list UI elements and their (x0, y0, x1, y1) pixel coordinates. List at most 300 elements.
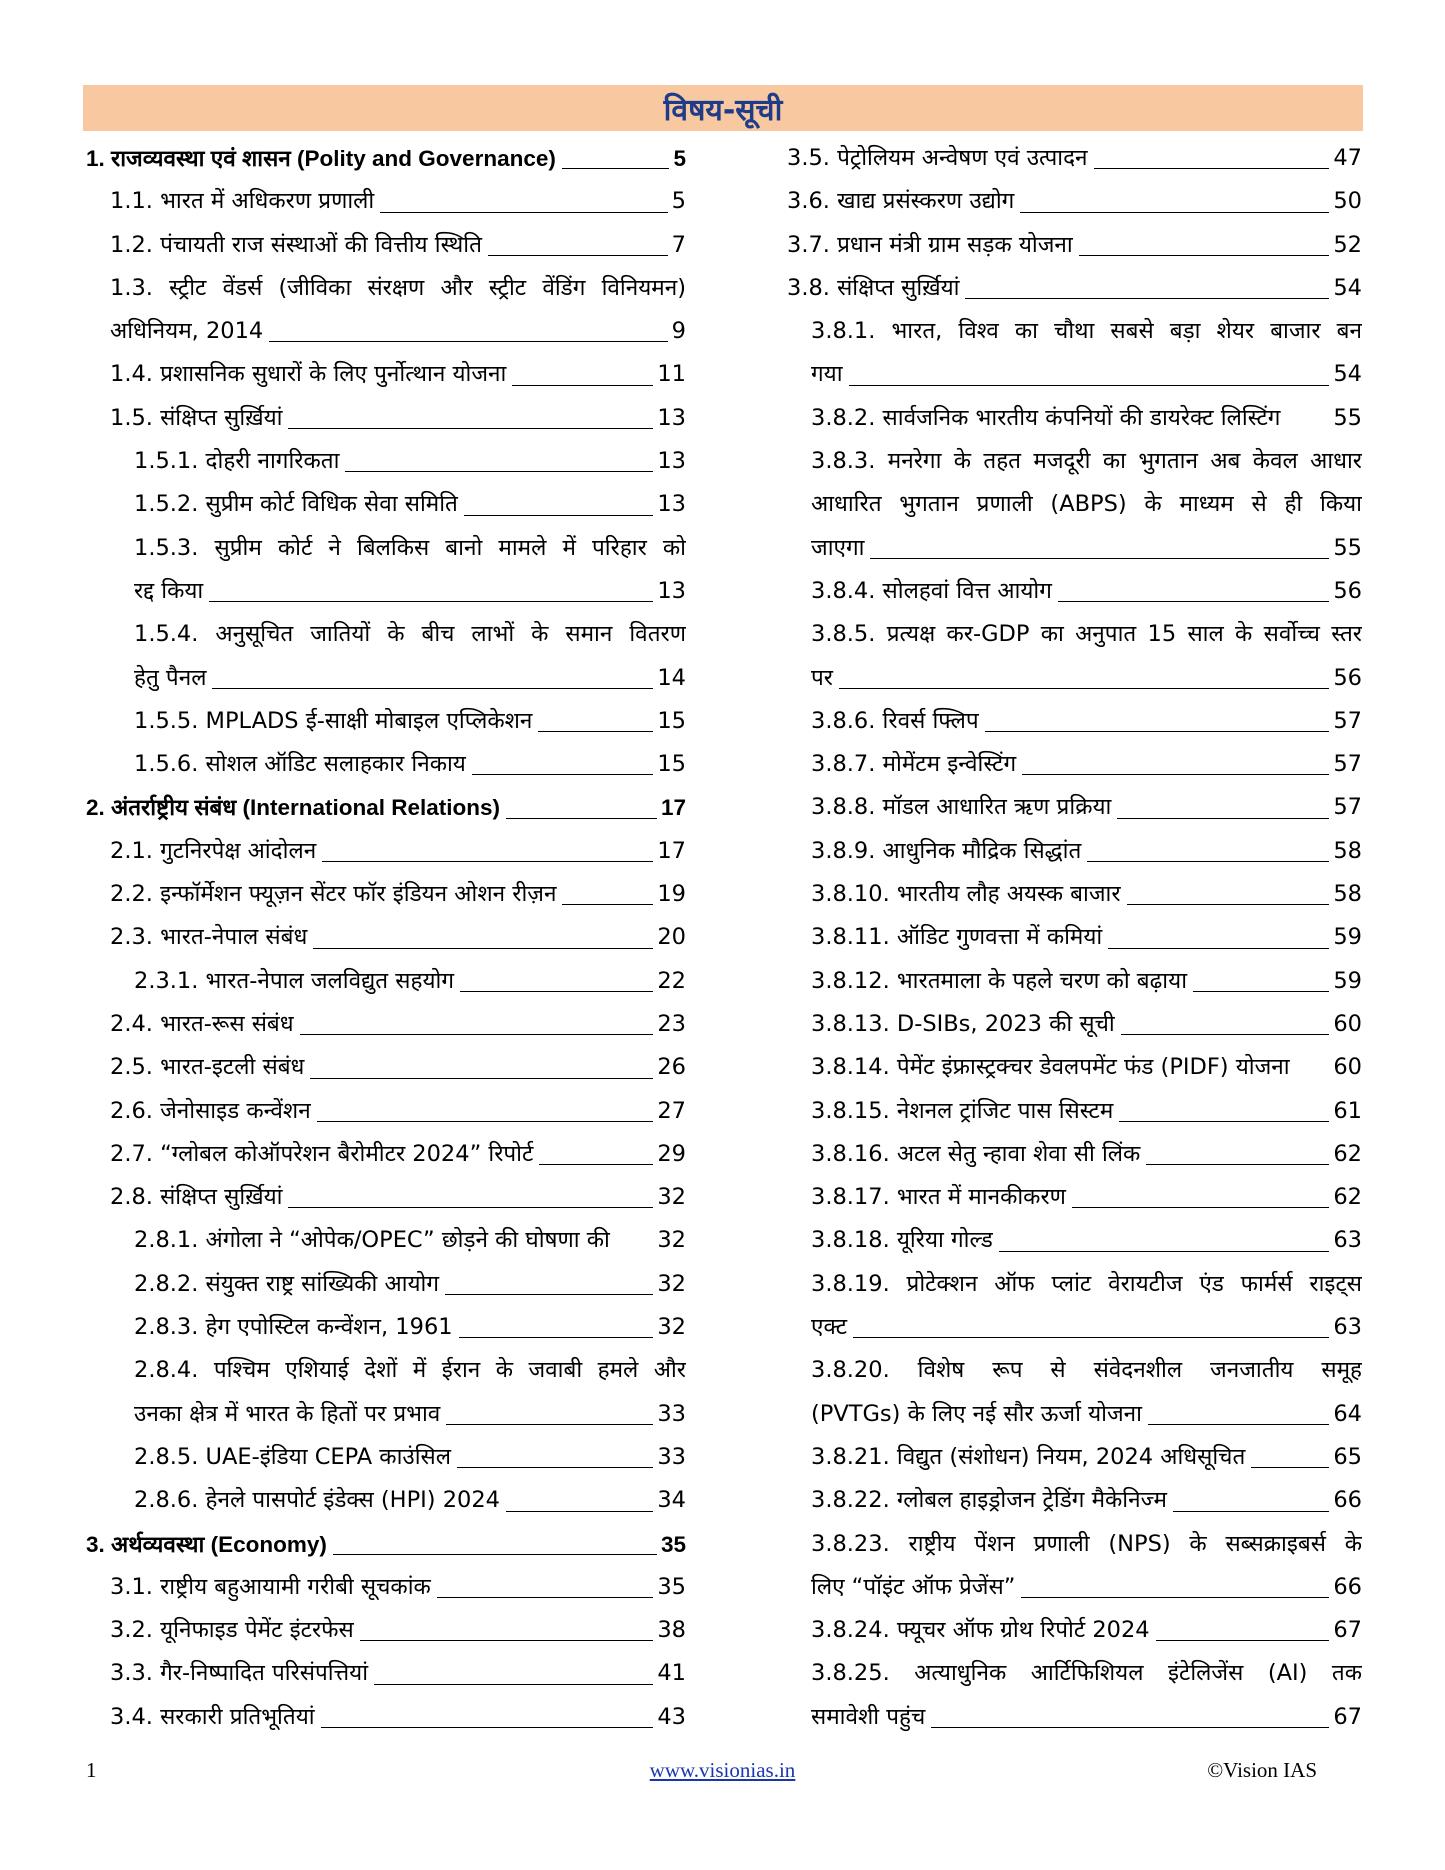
toc-leader-line (1021, 1596, 1329, 1598)
toc-entry-line (811, 1393, 1362, 1436)
toc-page-number: 55 (1333, 404, 1362, 431)
toc-entry-text: 3.8.12. भारतमाला के पहले चरण को बढ़ाया (811, 967, 1188, 994)
toc-page-number: 59 (1333, 967, 1362, 994)
toc-page-number: 26 (657, 1054, 686, 1081)
toc-leader-line (1022, 773, 1329, 775)
toc-entry[interactable] (86, 743, 686, 786)
toc-entry[interactable] (86, 440, 686, 483)
toc-entry[interactable] (787, 700, 1362, 743)
toc-entry-text: 3.8.8. मॉडल आधारित ऋण प्रक्रिया (811, 794, 1112, 821)
toc-entry-text: 3.8.23. राष्ट्रीय पेंशन प्रणाली (NPS) के सब्सक्राइबर्स के (811, 1530, 1362, 1557)
toc-leader-line (472, 773, 654, 775)
toc-page-number: 20 (657, 924, 686, 951)
toc-entry-text: 3.8.7. मोमेंटम इन्वेस्टिंग (811, 751, 1017, 778)
toc-entry-text: 3.8.18. यूरिया गोल्ड (811, 1227, 993, 1254)
toc-entry-text: एक्ट (811, 1314, 848, 1341)
toc-leader-line (446, 1423, 653, 1425)
toc-entry-text: 3.1. राष्ट्रीय बहुआयामी गरीबी सूचकांक (110, 1573, 431, 1600)
toc-entry-line (86, 1523, 686, 1566)
toc-entry-line (134, 1219, 686, 1262)
toc-leader-line (1087, 860, 1329, 862)
toc-entry-text: 3.8.14. पेमेंट इंफ्रास्ट्रक्चर डेवलपमेंट फंड (PIDF) योजना (811, 1054, 1290, 1081)
toc-page-number: 41 (657, 1660, 686, 1687)
toc-entry[interactable] (787, 916, 1362, 959)
toc-page-number: 58 (1333, 837, 1362, 864)
toc-entry-line (110, 1003, 686, 1046)
toc-entry-text: समावेशी पहुंच (811, 1703, 926, 1730)
toc-leader-line (931, 1726, 1329, 1728)
toc-leader-line (839, 687, 1329, 689)
toc-entry[interactable] (787, 960, 1362, 1003)
toc-entry-line (811, 397, 1362, 440)
toc-page-number: 27 (657, 1097, 686, 1124)
toc-page-number: 67 (1333, 1703, 1362, 1730)
toc-entry[interactable] (86, 180, 686, 223)
toc-page-number: 61 (1333, 1097, 1362, 1124)
toc-entry[interactable] (787, 1176, 1362, 1219)
toc-leader-line (506, 817, 657, 819)
toc-entry-text: 3.8.15. नेशनल ट्रांजिट पास सिस्टम (811, 1097, 1114, 1124)
toc-entry-line (811, 527, 1362, 570)
toc-page-number: 11 (657, 361, 686, 388)
toc-page-number: 66 (1333, 1487, 1362, 1514)
toc-page-number: 62 (1333, 1184, 1362, 1211)
toc-leader-line (288, 427, 653, 429)
toc-entry-line (811, 873, 1362, 916)
toc-page-number: 66 (1333, 1573, 1362, 1600)
toc-leader-line (1072, 1206, 1329, 1208)
toc-leader-line (1156, 1639, 1330, 1641)
toc-entry[interactable] (86, 1696, 686, 1739)
toc-entry-text: आधारित भुगतान प्रणाली (ABPS) के माध्यम से ही किया (811, 491, 1362, 518)
toc-entry-line (811, 1003, 1362, 1046)
toc-entry[interactable] (86, 1306, 686, 1349)
toc-entry-line (110, 830, 686, 873)
toc-leader-line (300, 1033, 654, 1035)
toc-page-number: 56 (1333, 664, 1362, 691)
toc-entry-line (110, 1652, 686, 1695)
toc-page-number: 47 (1333, 145, 1362, 171)
toc-entry-line (787, 180, 1362, 223)
toc-entry-line (811, 1479, 1362, 1522)
toc-left-column (86, 137, 686, 1739)
toc-leader-line (538, 730, 653, 732)
toc-entry[interactable] (86, 700, 686, 743)
toc-leader-line (360, 1639, 654, 1641)
toc-page-number: 50 (1333, 188, 1362, 215)
toc-page-number: 32 (657, 1270, 686, 1297)
toc-entry-line (134, 657, 686, 700)
toc-entry-text: 2.3.1. भारत-नेपाल जलविद्युत सहयोग (134, 967, 454, 994)
toc-entry-text: 3.5. पेट्रोलियम अन्वेषण एवं उत्पादन (787, 145, 1088, 171)
toc-entry-line (86, 786, 686, 829)
toc-entry-text: रद्द किया (134, 577, 204, 604)
toc-entry-text: 3.8. संक्षिप्त सुर्ख़ियां (787, 274, 960, 301)
toc-entry-line (134, 483, 686, 526)
toc-entry[interactable] (86, 1566, 686, 1609)
toc-entry-line (86, 137, 686, 180)
toc-entry[interactable] (86, 527, 686, 614)
toc-entry-text: 2.2. इन्फॉर्मेशन फ्यूज़न सेंटर फॉर इंडियन ओशन रीज़न (110, 881, 557, 908)
toc-entry-line (110, 180, 686, 223)
toc-entry-text: 3. अर्थव्यवस्था (Economy) (86, 1531, 327, 1557)
toc-page-number: 63 (1333, 1227, 1362, 1254)
toc-entry-line (110, 1696, 686, 1739)
toc-page-number: 29 (657, 1140, 686, 1167)
toc-page-number: 57 (1333, 707, 1362, 734)
toc-entry[interactable] (787, 224, 1362, 267)
toc-page-number: 57 (1333, 794, 1362, 821)
toc-page-number: 33 (657, 1443, 686, 1470)
toc-page-number: 15 (657, 751, 686, 778)
toc-leader-line (457, 1466, 653, 1468)
toc-entry[interactable] (86, 353, 686, 396)
toc-page-number: 35 (657, 1573, 686, 1600)
toc-entry-text: 3.8.13. D-SIBs, 2023 की सूची (811, 1010, 1115, 1037)
toc-page-number: 58 (1333, 881, 1362, 908)
toc-entry[interactable] (86, 1219, 686, 1262)
toc-page-number: 23 (657, 1010, 686, 1037)
toc-entry[interactable] (787, 743, 1362, 786)
toc-entry[interactable] (787, 180, 1362, 223)
toc-entry-text: 1.1. भारत में अधिकरण प्रणाली (110, 188, 375, 215)
toc-entry[interactable] (787, 1003, 1362, 1046)
toc-entry[interactable] (86, 483, 686, 526)
toc-entry[interactable] (86, 960, 686, 1003)
toc-entry[interactable] (787, 267, 1362, 310)
toc-leader-line (460, 990, 653, 992)
toc-title-banner (83, 85, 1363, 131)
toc-entry[interactable] (787, 873, 1362, 916)
toc-entry[interactable] (787, 137, 1362, 180)
toc-entry-text: 3.8.20. विशेष रूप से संवेदनशील जनजातीय समूह (811, 1357, 1362, 1384)
toc-leader-line (1108, 947, 1329, 949)
toc-page-number: 59 (1333, 924, 1362, 951)
toc-entry-line (811, 786, 1362, 829)
toc-leader-line (506, 1510, 653, 1512)
toc-leader-line (380, 211, 667, 213)
toc-entry-text: 1.3. स्ट्रीट वेंडर्स (जीविका संरक्षण और स्ट्रीट वेंडिंग विनियमन) (110, 274, 686, 301)
toc-leader-line (1079, 254, 1330, 256)
toc-leader-line (965, 297, 1329, 299)
toc-entry[interactable] (787, 1046, 1362, 1089)
toc-entry[interactable] (86, 397, 686, 440)
toc-entry-line (811, 1090, 1362, 1133)
toc-leader-line (1148, 1423, 1329, 1425)
toc-entry-line (811, 700, 1362, 743)
toc-entry-line (110, 1090, 686, 1133)
toc-page-number: 32 (657, 1184, 686, 1211)
toc-entry-text: 2.8. संक्षिप्त सुर्ख़ियां (110, 1184, 283, 1211)
toc-entry[interactable] (86, 830, 686, 873)
toc-entry-text: 2.8.5. UAE-इंडिया CEPA काउंसिल (134, 1443, 452, 1470)
toc-entry-text: 1.5.1. दोहरी नागरिकता (134, 448, 340, 475)
toc-entry-line (811, 1219, 1362, 1262)
toc-entry-text: 3.8.11. ऑडिट गुणवत्ता में कमियां (811, 924, 1103, 951)
toc-entry[interactable] (86, 786, 686, 829)
copyright-text: ©Vision IAS (1207, 1758, 1317, 1782)
toc-entry-text: 2.6. जेनोसाइड कन्वेंशन (110, 1097, 311, 1124)
toc-entry-line (811, 657, 1362, 700)
toc-leader-line (437, 1596, 654, 1598)
toc-entry[interactable] (86, 1133, 686, 1176)
toc-leader-line (870, 557, 1329, 559)
toc-entry-text: 3.8.22. ग्लोबल हाइड्रोजन ट्रेडिंग मैकेनिज्म (811, 1487, 1167, 1514)
toc-entry-text: 3.8.2. सार्वजनिक भारतीय कंपनियों की डायरेक्ट लिस्टिंग (811, 404, 1281, 431)
toc-entry-text: 2.4. भारत-रूस संबंध (110, 1010, 294, 1037)
toc-page-number: 33 (657, 1400, 686, 1427)
toc-page-number: 54 (1333, 274, 1362, 301)
toc-entry-line (110, 397, 686, 440)
toc-page-number: 17 (660, 795, 686, 821)
toc-entry[interactable] (86, 1176, 686, 1219)
toc-entry-line (134, 700, 686, 743)
toc-entry-text: 3.8.3. मनरेगा के तहत मजदूरी का भुगतान अब केवल आधार (811, 448, 1362, 475)
toc-page-number: 43 (657, 1703, 686, 1730)
toc-entry[interactable] (86, 1652, 686, 1695)
toc-entry[interactable] (787, 1523, 1362, 1610)
toc-entry[interactable] (787, 1133, 1362, 1176)
toc-page-number: 63 (1333, 1314, 1362, 1341)
toc-entry-line (811, 1436, 1362, 1479)
toc-entry[interactable] (86, 1436, 686, 1479)
toc-page-number: 14 (657, 664, 686, 691)
toc-entry[interactable] (86, 267, 686, 354)
toc-entry[interactable] (787, 1609, 1362, 1652)
toc-leader-line (313, 947, 653, 949)
toc-entry[interactable] (86, 916, 686, 959)
toc-leader-line (333, 1553, 657, 1555)
toc-entry-line (110, 1046, 686, 1089)
toc-entry-text: 2.8.4. पश्चिम एशियाई देशों में ईरान के जवाबी हमले और (134, 1357, 686, 1384)
toc-page-number: 60 (1333, 1054, 1362, 1081)
toc-entry-line (134, 1263, 686, 1306)
toc-entry-line (811, 1566, 1362, 1609)
website-link[interactable]: www.visionias.in (649, 1758, 796, 1782)
toc-page-number: 54 (1333, 361, 1362, 388)
toc-entry[interactable] (787, 310, 1362, 397)
toc-leader-line (512, 384, 653, 386)
toc-entry-line (134, 1393, 686, 1436)
toc-entry[interactable] (787, 613, 1362, 700)
toc-page-number: 52 (1333, 231, 1362, 258)
toc-page-number: 13 (657, 577, 686, 604)
toc-entry-text: 3.8.5. प्रत्यक्ष कर-GDP का अनुपात 15 साल के सर्वोच्च स्तर (811, 621, 1362, 648)
toc-page-number: 57 (1333, 751, 1362, 778)
toc-leader-line (1117, 817, 1329, 819)
toc-entry-text: अधिनियम, 2014 (110, 318, 264, 345)
toc-page-number: 32 (657, 1314, 686, 1341)
toc-entry[interactable] (787, 1436, 1362, 1479)
toc-leader-line (310, 1077, 653, 1079)
toc-entry-line (134, 1479, 686, 1522)
toc-leader-line (269, 340, 667, 342)
toc-page-number: 5 (673, 146, 686, 171)
toc-leader-line (999, 1250, 1330, 1252)
toc-page-number: 15 (657, 707, 686, 734)
toc-entry-text: उनका क्षेत्र में भारत के हितों पर प्रभाव (134, 1400, 441, 1427)
toc-entry[interactable] (86, 1479, 686, 1522)
toc-leader-line (1119, 1120, 1329, 1122)
toc-entry-line (110, 873, 686, 916)
toc-leader-line (445, 1293, 653, 1295)
toc-entry[interactable] (86, 873, 686, 916)
toc-leader-line (539, 1163, 653, 1165)
toc-leader-line (374, 1683, 653, 1685)
toc-entry[interactable] (86, 1263, 686, 1306)
toc-page-number: 19 (657, 881, 686, 908)
toc-entry[interactable] (86, 1090, 686, 1133)
toc-entry[interactable] (86, 137, 686, 180)
toc-entry-text: 3.8.19. प्रोटेक्शन ऑफ प्लांट वेरायटीज एंड फार्मर्स राइट्स (811, 1270, 1362, 1297)
toc-entry-text: 3.8.25. अत्याधुनिक आर्टिफिशियल इंटेलिजेंस (AI) तक (811, 1660, 1362, 1687)
toc-entry-line (110, 353, 686, 396)
toc-entry-text: 2.8.3. हेग एपोस्टिल कन्वेंशन, 1961 (134, 1314, 453, 1341)
toc-entry[interactable] (787, 440, 1362, 570)
toc-entry-line (110, 1609, 686, 1652)
toc-entry-line (811, 830, 1362, 873)
toc-entry-line (787, 137, 1362, 180)
toc-entry[interactable] (86, 1046, 686, 1089)
toc-right-column (787, 137, 1362, 1739)
toc-entry-line (110, 1133, 686, 1176)
toc-entry-text: 3.8.24. फ्यूचर ऑफ ग्रोथ रिपोर्ट 2024 (811, 1617, 1150, 1644)
toc-entry-text: 3.8.10. भारतीय लौह अयस्क बाजार (811, 881, 1121, 908)
toc-entry[interactable] (787, 570, 1362, 613)
toc-entry-text: 1.5.6. सोशल ऑडिट सलाहकार निकाय (134, 751, 466, 778)
toc-entry-text: 1.5.4. अनुसूचित जातियों के बीच लाभों के समान वितरण (134, 621, 686, 648)
toc-entry-line (811, 1046, 1362, 1089)
toc-leader-line (288, 1206, 653, 1208)
toc-page-number: 5 (671, 188, 686, 215)
toc-entry-text: 3.2. यूनिफाइड पेमेंट इंटरफेस (110, 1617, 354, 1644)
toc-entry-text: 3.4. सरकारी प्रतिभूतियां (110, 1703, 315, 1730)
toc-entry-text: 1.5. संक्षिप्त सुर्ख़ियां (110, 404, 283, 431)
toc-page-number: 35 (660, 1531, 686, 1557)
toc-entry-text: 3.8.16. अटल सेतु न्हावा शेवा सी लिंक (811, 1140, 1141, 1167)
toc-page-number: 56 (1333, 577, 1362, 604)
toc-entry[interactable] (787, 1349, 1362, 1436)
toc-entry-line (811, 743, 1362, 786)
toc-entry[interactable] (86, 1609, 686, 1652)
toc-entry[interactable] (86, 224, 686, 267)
toc-leader-line (1121, 1033, 1330, 1035)
toc-page-number: 55 (1333, 534, 1362, 561)
toc-leader-line (212, 687, 653, 689)
toc-entry-text: 2.1. गुटनिरपेक्ष आंदोलन (110, 837, 317, 864)
toc-entry-text: 3.8.6. रिवर्स फ्लिप (811, 707, 979, 734)
toc-page-number: 62 (1333, 1140, 1362, 1167)
toc-leader-line (853, 1336, 1329, 1338)
toc-entry[interactable] (787, 830, 1362, 873)
toc-entry-text: 1.2. पंचायती राज संस्थाओं की वित्तीय स्थिति (110, 231, 482, 258)
toc-entry-text: 1.5.5. MPLADS ई-साक्षी मोबाइल एप्लिकेशन (134, 707, 533, 734)
toc-entry-line (787, 267, 1362, 310)
toc-entry-line (134, 1436, 686, 1479)
toc-entry-line (134, 570, 686, 613)
toc-entry-text: 2.8.1. अंगोला ने “ओपेक/OPEC” छोड़ने की घोषणा की (134, 1227, 610, 1254)
toc-entry-text: 3.8.17. भारत में मानकीकरण (811, 1184, 1066, 1211)
toc-leader-line (321, 1726, 654, 1728)
toc-entry-text: 3.8.1. भारत, विश्व का चौथा सबसे बड़ा शेयर बाजार बन (811, 318, 1362, 345)
toc-page-number: 7 (671, 231, 686, 258)
toc-entry-text: 3.3. गैर-निष्पादित परिसंपत्तियां (110, 1660, 369, 1687)
toc-entry-line (110, 310, 686, 353)
toc-entry-line (811, 570, 1362, 613)
toc-page-number: 67 (1333, 1617, 1362, 1644)
toc-entry-text: 3.6. खाद्य प्रसंस्करण उद्योग (787, 188, 1015, 215)
toc-page-number: 64 (1333, 1400, 1362, 1427)
toc-leader-line (1127, 903, 1330, 905)
toc-page-number: 38 (657, 1617, 686, 1644)
toc-leader-line (1193, 990, 1329, 992)
toc-entry[interactable] (787, 786, 1362, 829)
toc-entry-line (110, 224, 686, 267)
toc-entry-line (811, 1176, 1362, 1219)
toc-leader-line (322, 860, 653, 862)
toc-entry[interactable] (787, 1479, 1362, 1522)
toc-leader-line (1251, 1466, 1329, 1468)
toc-entry-text: 2.8.6. हेनले पासपोर्ट इंडेक्स (HPI) 2024 (134, 1487, 500, 1514)
toc-entry-line (787, 224, 1362, 267)
toc-entry-line (134, 440, 686, 483)
toc-entry-text: जाएगा (811, 534, 865, 561)
toc-entry-line (811, 1609, 1362, 1652)
toc-entry-line (110, 1176, 686, 1219)
toc-entry-line (134, 960, 686, 1003)
toc-entry-text: (PVTGs) के लिए नई सौर ऊर्जा योजना (811, 1400, 1142, 1427)
toc-page-number: 32 (657, 1227, 686, 1254)
toc-entry-text: 2.5. भारत-इटली संबंध (110, 1054, 305, 1081)
toc-entry-text: 2.3. भारत-नेपाल संबंध (110, 924, 308, 951)
toc-entry[interactable] (787, 1090, 1362, 1133)
toc-page-number: 13 (657, 448, 686, 475)
toc-page-number: 34 (657, 1487, 686, 1514)
toc-page-number: 22 (657, 967, 686, 994)
toc-entry[interactable] (787, 1219, 1362, 1262)
toc-page-number: 65 (1333, 1443, 1362, 1470)
toc-leader-line (1020, 211, 1329, 213)
toc-entry[interactable] (86, 1003, 686, 1046)
toc-entry[interactable] (86, 1349, 686, 1436)
toc-entry-text: 3.7. प्रधान मंत्री ग्राम सड़क योजना (787, 231, 1073, 258)
toc-entry-line (110, 916, 686, 959)
toc-entry-text: लिए “पॉइंट ऑफ प्रेजेंस” (811, 1573, 1016, 1600)
toc-entry-text: 1. राजव्यवस्था एवं शासन (Polity and Governance) (86, 146, 556, 171)
toc-leader-line (459, 1336, 654, 1338)
toc-page-number: 13 (657, 491, 686, 518)
toc-entry-line (811, 960, 1362, 1003)
toc-entry-text: हेतु पैनल (134, 664, 207, 691)
toc-entry-line (110, 1566, 686, 1609)
toc-entry[interactable] (787, 397, 1362, 440)
page-number: 1 (86, 1758, 97, 1782)
toc-entry-text: 3.8.4. सोलहवां वित्त आयोग (811, 577, 1052, 604)
toc-leader-line (562, 167, 670, 169)
toc-entry[interactable] (86, 1523, 686, 1566)
toc-entry-text: पर (811, 664, 833, 691)
toc-entry-text: 1.4. प्रशासनिक सुधारों के लिए पुर्नोत्थान योजना (110, 361, 507, 388)
toc-entry[interactable] (787, 1652, 1362, 1739)
toc-leader-line (1173, 1510, 1329, 1512)
toc-entry-line (811, 1133, 1362, 1176)
toc-entry[interactable] (787, 1263, 1362, 1350)
toc-leader-line (985, 730, 1330, 732)
toc-entry[interactable] (86, 613, 686, 700)
toc-leader-line (345, 470, 653, 472)
toc-leader-line (562, 903, 653, 905)
toc-entry-text: 2.8.2. संयुक्त राष्ट्र सांख्यिकी आयोग (134, 1270, 440, 1297)
